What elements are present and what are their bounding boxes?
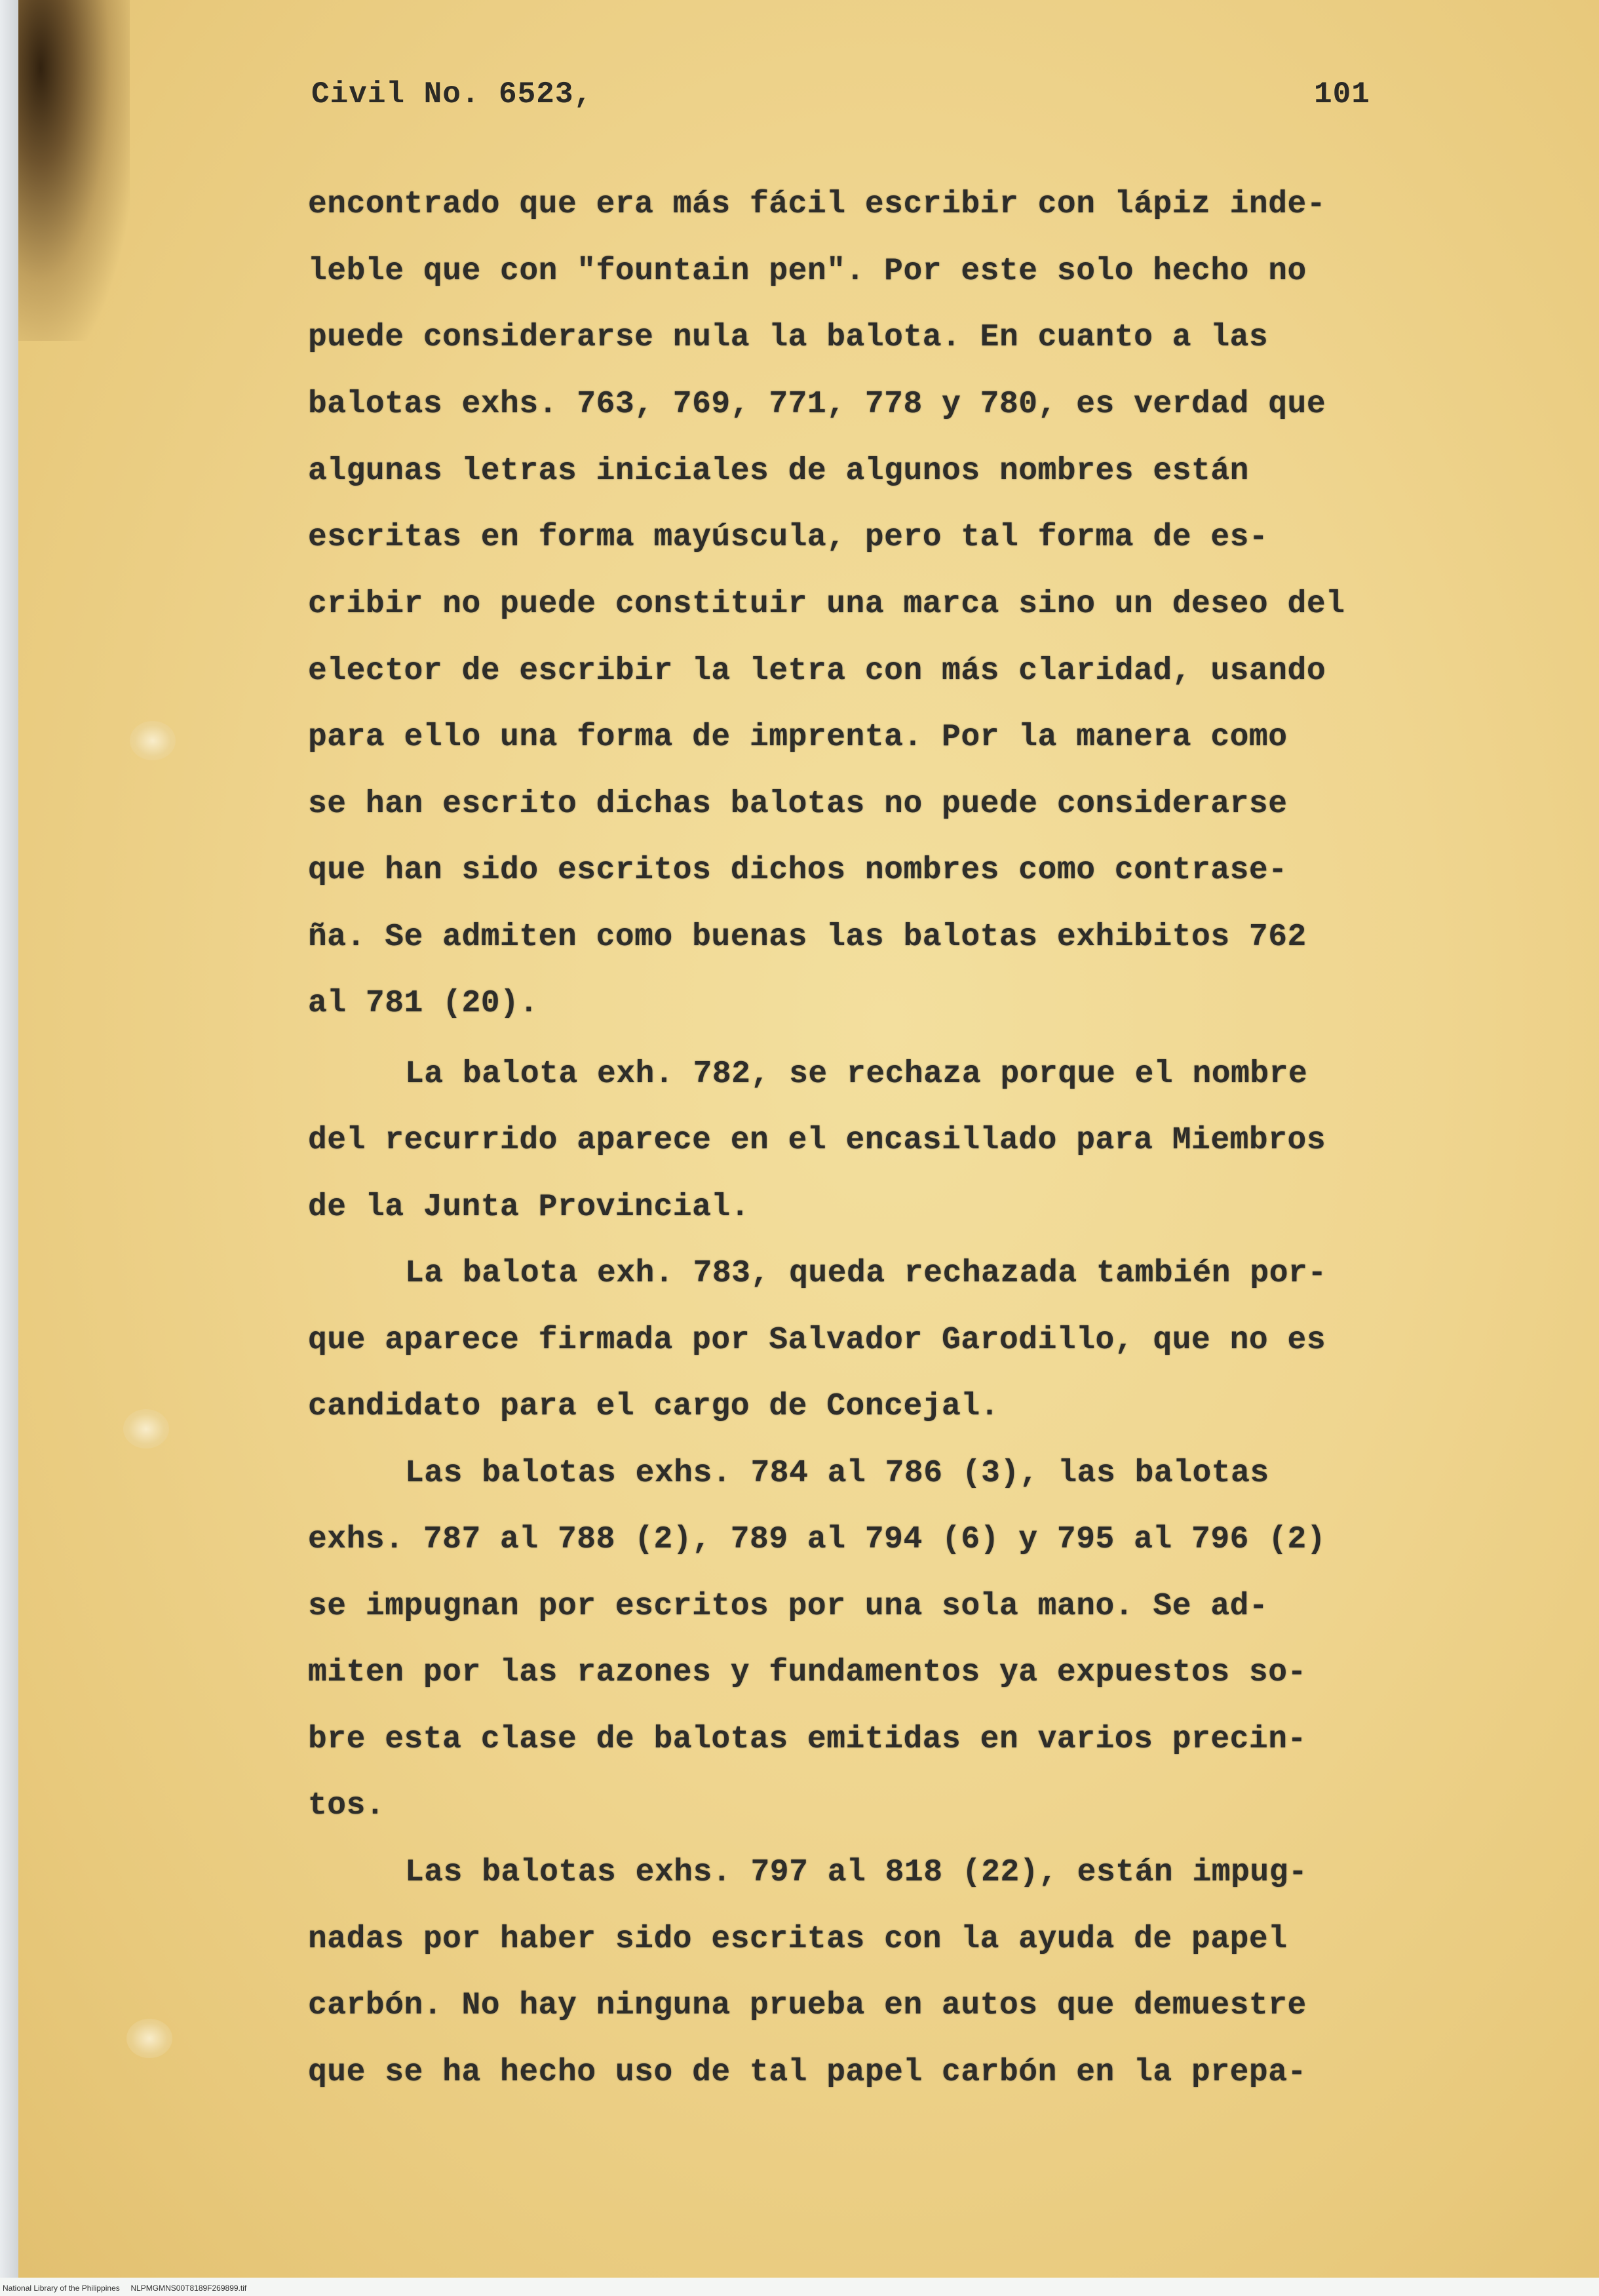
page-number: 101 xyxy=(1314,77,1370,111)
scanner-edge xyxy=(0,0,18,2278)
paragraph-start-line: Las balotas exhs. 784 al 786 (3), las balotas xyxy=(405,1456,1269,1491)
paragraph-start-line: La balota exh. 783, queda rechazada también por- xyxy=(405,1256,1327,1291)
body-line: se han escrito dichas balotas no puede considerarse xyxy=(308,787,1288,822)
body-line: ña. Se admiten como buenas las balotas exhibitos 762 xyxy=(308,920,1307,955)
body-line: balotas exhs. 763, 769, 771, 778 y 780, es verdad que xyxy=(308,387,1326,422)
binding-hole xyxy=(123,1409,169,1449)
paragraph-start-line: La balota exh. 782, se rechaza porque el nombre xyxy=(405,1057,1308,1092)
case-header: Civil No. 6523, xyxy=(311,77,593,111)
footer-file-id: NLPMGMNS00T8189F269899.tif xyxy=(130,2284,247,2293)
body-line: se impugnan por escritos por una sola mano. Se ad- xyxy=(308,1589,1269,1624)
body-line: puede considerarse nula la balota. En cuanto a las xyxy=(308,320,1269,355)
paragraph-start-line: Las balotas exhs. 797 al 818 (22), están impug- xyxy=(405,1855,1308,1890)
binding-hole xyxy=(126,2019,172,2058)
body-line: escritas en forma mayúscula, pero tal forma de es- xyxy=(308,520,1269,555)
body-line: bre esta clase de balotas emitidas en varios precin- xyxy=(308,1722,1307,1757)
binding-hole xyxy=(130,721,176,760)
body-line: para ello una forma de imprenta. Por la manera como xyxy=(308,720,1288,755)
body-line: exhs. 787 al 788 (2), 789 al 794 (6) y 795 al 796 (2) xyxy=(308,1522,1326,1557)
body-line: candidato para el cargo de Concejal. xyxy=(308,1389,999,1424)
footer-library: National Library of the Philippines xyxy=(3,2284,120,2293)
body-line: tos. xyxy=(308,1788,385,1823)
body-line: leble que con "fountain pen". Por este solo hecho no xyxy=(308,254,1307,289)
body-line: de la Junta Provincial. xyxy=(308,1190,750,1225)
body-line: carbón. No hay ninguna prueba en autos que demuestre xyxy=(308,1988,1307,2023)
body-line: cribir no puede constituir una marca sino un deseo del xyxy=(308,587,1345,622)
body-line: nadas por haber sido escritas con la ayuda de papel xyxy=(308,1922,1288,1957)
body-line: elector de escribir la letra con más claridad, usando xyxy=(308,653,1326,689)
body-line: al 781 (20). xyxy=(308,986,539,1021)
body-line: que han sido escritos dichos nombres como contrase- xyxy=(308,853,1288,888)
body-line: miten por las razones y fundamentos ya expuestos so- xyxy=(308,1655,1307,1690)
scan-footer xyxy=(3,2284,246,2293)
body-line: algunas letras iniciales de algunos nombres están xyxy=(308,454,1249,489)
burn-stain xyxy=(18,0,130,341)
body-line: que aparece firmada por Salvador Garodillo, que no es xyxy=(308,1323,1326,1358)
body-line: del recurrido aparece en el encasillado para Miembros xyxy=(308,1123,1326,1158)
body-line: encontrado que era más fácil escribir con lápiz inde- xyxy=(308,187,1326,222)
body-line: que se ha hecho uso de tal papel carbón en la prepa- xyxy=(308,2055,1307,2090)
